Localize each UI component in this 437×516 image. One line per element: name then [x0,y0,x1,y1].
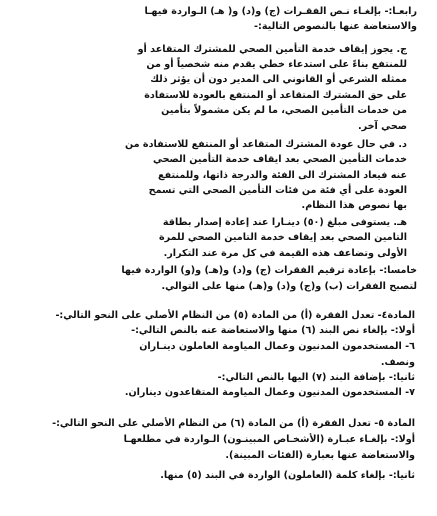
text-line: رابعـا:- بإلغـاء نـص الفقـرات (ج) و(د) و( هـ) الـواردة فيهـا [144,6,417,17]
text-line: المادة٤- تعدل الفقرة (أ) من المادة (٥) من النظام الأصلي على النحو التالي:- [55,310,415,321]
text-line: والاستعاضة عنها بعبارة (الفئات المبينة). [225,450,415,461]
text-line: بها نصوص هذا النظام. [301,200,407,211]
text-line: العودة على أي فئة من فئات التأمين الصحي التي تسمح [148,185,407,196]
text-line: ثانيا:- بإضافة البند (٧) اليها بالنص التالي:- [217,372,415,383]
text-line: على حق المشترك المتقاعد أو المنتفع بالعودة للاستفادة [144,90,407,101]
text-line: الأولى وتضاعف هذه القيمة في كل مرة عند التكرار. [163,248,407,259]
text-line: من خدمات التأمين الصحي، ما لم يكن مشمولاً بتأمين [161,105,407,116]
text-line: ج. يجوز إيقاف خدمة التأمين الصحي للمشترك المتقاعد أو [137,44,407,55]
text-line: خامسا:- بإعادة ترقيم الفقرات (ج) و(د) و(هـ) و(و) الواردة فيها [121,265,417,276]
text-line: ٦- المستخدمون المدنيون وعمال المياومة العاملون دينـاران [139,341,415,352]
text-line: صحي آخر. [357,121,407,132]
text-line: ثانيا:- بإلغاء كلمة (العاملون) الواردة في البند (٥) منها. [160,470,415,481]
text-line: التامين الصحي بعد إيقاف خدمة التامين الصحي للمرة [158,232,407,243]
text-line: ونصف. [380,357,415,368]
text-line: ٧- المستخدمون المدنيون وعمال المياومة المتقاعدون ديناران. [124,387,415,398]
text-line: المادة ٥- تعدل الفقرة (أ) من المادة (٦) من النظام الأصلي على النحو التالي:- [52,418,415,429]
text-line: هـ. يستوفى مبلغ (٥٠) دينـارا عند إعادة إصدار بطاقة [162,217,407,228]
text-line: خدمات التأمين الصحي بعد ايقاف خدمة التأمين الصحي [152,154,407,165]
text-line: أولا:- بإلغـاء عبـارة (الأشخـاص المبينـون) الـواردة في مطلعهـا [123,434,415,445]
text-line: لتصبح الفقرات (ب) و(ج) و(د) و(هـ) منها على التوالي. [161,281,417,292]
text-line: ممثله الشرعي أو القانوني الى المدير دون أن يؤثر ذلك [150,74,407,85]
text-line: أولا:- بإلغاء نص البند (٦) منها والاستعاضة عنه بالنص التالي:- [131,325,415,336]
text-line: عنه فيعاد المشترك الى الفئة والدرجة ذاتها، وللمنتفع [158,170,407,181]
text-line: والاستعاضة عنها بالنصوص التالية:- [254,21,417,32]
text-line: د. في حال عودة المشترك المتقاعد أو المنتفع للاستفادة من [125,139,407,150]
text-line: للمنتفع بناءً على استدعاء خطي يقدم منه شخصياً أو من [146,59,407,70]
